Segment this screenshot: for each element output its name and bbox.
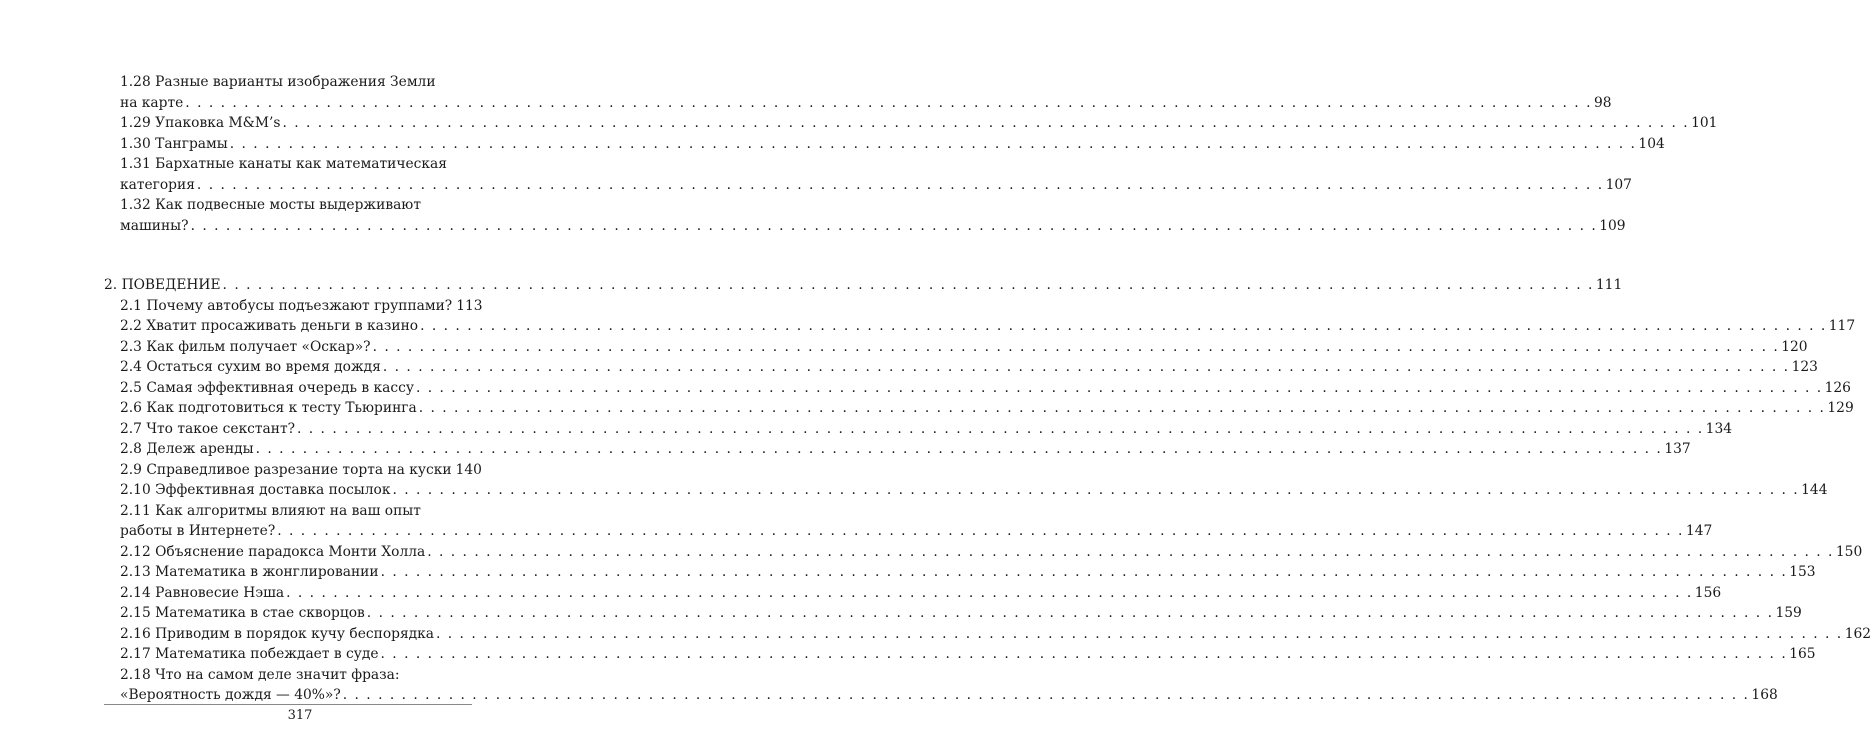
toc-entry-text: 2.10 Эффективная доставка посылок [120,482,391,498]
toc-page-number: 109 [1599,217,1626,234]
toc-page-number: 104 [1638,135,1665,152]
toc-page-number: 159 [1775,605,1802,621]
toc-page-number: 129 [1827,400,1854,416]
table-of-contents [104,72,1871,706]
toc-line [120,480,1828,501]
toc-entry[interactable] [104,316,1856,337]
toc-entry-text: 2.7 Что такое секстант? [120,420,295,437]
toc-entry-text: 2.18 Что на самом деле значит фраза: [120,666,400,683]
toc-entry-text: 2.11 Как алгоритмы влияют на ваш опыт [120,502,421,519]
toc-line [120,134,1665,155]
toc-entry-text: 1.31 Бархатные канаты как математическая [120,156,447,172]
toc-line [120,93,1612,114]
toc-entry[interactable] [104,542,1863,563]
toc-page-number: 123 [1791,359,1818,375]
toc-entry-text: 2.3 Как фильм получает «Оскар»? [120,338,371,355]
toc-entry-text: 2.8 Дележ аренды [120,441,254,457]
dot-leader: . . . . . . . . . . . . . . . . . . . . . . . . . . . . . . . . . . . . . . . . . . . . . . . . . . . . . . . . . . . . . . . . . . . . . . . . . . . . . . . . . . . . . . . . . . . . . . . . . . . . . . . . . . . . . . . . . . . . . . . . [229,135,1637,152]
toc-entry[interactable] [104,113,1718,134]
toc-entry-text: 1.30 Танграмы [120,135,228,152]
toc-line [120,195,472,216]
toc-entry[interactable] [104,460,482,481]
toc-line [120,644,1816,665]
toc-entry-text: на карте [120,94,184,111]
toc-entry[interactable] [104,439,1691,460]
dot-leader: . . . . . . . . . . . . . . . . . . . . . . . . . . . . . . . . . . . . . . . . . . . . . . . . . . . . . . . . . . . . . . . . . . . . . . . . . . . . . . . . . . . . . . . . . . . . . . . . . . . . . . . . . . . . . . . . . . . . . . . . [342,687,1750,703]
toc-entry[interactable] [104,562,1816,583]
toc-entry-text: 2.16 Приводим в порядок кучу беспорядка [120,625,435,642]
toc-line [120,460,482,481]
toc-page-number: 168 [1751,687,1778,703]
toc-entry[interactable] [104,398,1854,419]
toc-line [120,398,1854,419]
toc-page-number: 126 [1824,379,1851,396]
toc-chapter-text: 2. ПОВЕДЕНИЕ [104,277,221,293]
dot-leader: . . . . . . . . . . . . . . . . . . . . . . . . . . . . . . . . . . . . . . . . . . . . . . . . . . . . . . . . . . . . . . . . . . . . . . . . . . . . . . . . . . . . . . . . . . . . . . . . . . . . . . . . . . . . . . . . . . . . . . . . [418,400,1826,416]
toc-line [120,113,1718,134]
toc-entry[interactable] [104,195,1626,236]
toc-line [120,603,1802,624]
toc-line [120,216,1626,237]
dot-leader: . . . . . . . . . . . . . . . . . . . . . . . . . . . . . . . . . . . . . . . . . . . . . . . . . . . . . . . . . . . . . . . . . . . . . . . . . . . . . . . . . . . . . . . . . . . . . . . . . . . . . . . . . . . . . . . . . . . . . . . . [282,115,1690,131]
dot-leader: . . . . . . . . . . . . . . . . . . . . . . . . . . . . . . . . . . . . . . . . . . . . . . . . . . . . . . . . . . . . . . . . . . . . . . . . . . . . . . . . . . . . . . . . . . . . . . . . . . . . . . . . . . . . . . . . . . . . . . . . [380,646,1788,662]
toc-entry[interactable] [104,72,1612,113]
toc-line [120,562,1816,583]
toc-line [120,665,472,686]
toc-page-number: 134 [1705,420,1733,437]
toc-line [120,296,483,317]
dot-leader: . . . . . . . . . . . . . . . . . . . . . . . . . . . . . . . . . . . . . . . . . . . . . . . . . . . . . . . . . . . . . . . . . . . . . . . . . . . . . . . . . . . . . . . . . . . . . . . . . . . . . . . . . . . . . . . . . . . . . [222,277,1594,293]
toc-page-number: 137 [1664,441,1691,457]
toc-line [104,275,1623,296]
toc-group-chapter-2 [104,296,1871,706]
toc-entry-text: 2.2 Хватит просаживать деньги в казино [120,318,419,334]
toc-entry[interactable] [104,603,1802,624]
toc-line [120,337,1808,358]
toc-line [120,357,1818,378]
toc-page-number: 162 [1844,625,1871,642]
dot-leader: . . . . . . . . . . . . . . . . . . . . . . . . . . . . . . . . . . . . . . . . . . . . . . . . . . . . . . . . . . . . . . . . . . . . . . . . . . . . . . . . . . . . . . . . . . . . . . . . . . . . . . . . . . . . . . . . . . . . . . . . [255,441,1663,457]
toc-page-number: 101 [1691,115,1718,131]
dot-leader: . . . . . . . . . . . . . . . . . . . . . . . . . . . . . . . . . . . . . . . . . . . . . . . . . . . . . . . . . . . . . . . . . . . . . . . . . . . . . . . . . . . . . . . . . . . . . . . . . . . . . . . . . . . . . . . . . . . . . . . . [436,625,1843,642]
toc-entry[interactable] [104,480,1828,501]
toc-entry-text: 2.6 Как подготовиться к тесту Тьюринга [120,400,417,416]
toc-page-number: 113 [456,297,483,314]
toc-entry[interactable] [104,296,483,317]
dot-leader: . . . . . . . . . . . . . . . . . . . . . . . . . . . . . . . . . . . . . . . . . . . . . . . . . . . . . . . . . . . . . . . . . . . . . . . . . . . . . . . . . . . . . . . . . . . . . . . . . . . . . . . . . . . . . . . . . . . . . . . . [392,482,1800,498]
dot-leader: . . . . . . . . . . . . . . . . . . . . . . . . . . . . . . . . . . . . . . . . . . . . . . . . . . . . . . . . . . . . . . . . . . . . . . . . . . . . . . . . . . . . . . . . . . . . . . . . . . . . . . . . . . . . . . . . . . . . . . . . [427,543,1834,560]
dot-leader: . . . . . . . . . . . . . . . . . . . . . . . . . . . . . . . . . . . . . . . . . . . . . . . . . . . . . . . . . . . . . . . . . . . . . . . . . . . . . . . . . . . . . . . . . . . . . . . . . . . . . . . . . . . . . . . . . . . . . . . . [185,94,1592,111]
dot-leader: . . . . . . . . . . . . . . . . . . . . . . . . . . . . . . . . . . . . . . . . . . . . . . . . . . . . . . . . . . . . . . . . . . . . . . . . . . . . . . . . . . . . . . . . . . . . . . . . . . . . . . . . . . . . . . . . . . . . . . . . [277,523,1684,539]
toc-entry-text: 2.4 Остаться сухим во время дождя [120,359,381,375]
dot-leader: . . . . . . . . . . . . . . . . . . . . . . . . . . . . . . . . . . . . . . . . . . . . . . . . . . . . . . . . . . . . . . . . . . . . . . . . . . . . . . . . . . . . . . . . . . . . . . . . . . . . . . . . . . . . . . . . . . . . . . . . [420,318,1827,334]
toc-line [120,542,1863,563]
toc-entry[interactable] [104,134,1665,155]
toc-entry-text: 2.15 Математика в стае скворцов [120,605,365,621]
toc-line [120,419,1733,440]
toc-page-number: 144 [1801,482,1828,498]
toc-line [120,439,1691,460]
dot-leader: . . . . . . . . . . . . . . . . . . . . . . . . . . . . . . . . . . . . . . . . . . . . . . . . . . . . . . . . . . . . . . . . . . . . . . . . . . . . . . . . . . . . . . . . . . . . . . . . . . . . . . . . . . . . . . . . . . . . . . . . [196,176,1604,193]
page-number-footer: 317 [287,708,313,723]
toc-line [120,378,1851,399]
toc-line [120,583,1722,604]
dot-leader: . . . . . . . . . . . . . . . . . . . . . . . . . . . . . . . . . . . . . . . . . . . . . . . . . . . . . . . . . . . . . . . . . . . . . . . . . . . . . . . . . . . . . . . . . . . . . . . . . . . . . . . . . . . . . . . . . . . . . . . . [286,584,1693,601]
toc-entry-text: 2.13 Математика в жонглировании [120,564,379,580]
dot-leader: . . . . . . . . . . . . . . . . . . . . . . . . . . . . . . . . . . . . . . . . . . . . . . . . . . . . . . . . . . . . . . . . . . . . . . . . . . . . . . . . . . . . . . . . . . . . . . . . . . . . . . . . . . . . . . . . . . . . . . . . [190,217,1598,234]
toc-entry-text: машины? [120,217,189,234]
toc-page-number: 120 [1781,338,1808,355]
toc-entry-text: 2.17 Математика побеждает в суде [120,646,379,662]
toc-group-chapter-1 [104,72,1718,236]
toc-entry[interactable] [104,378,1851,399]
toc-line [120,624,1871,645]
toc-line [120,521,1713,542]
toc-entry-text: 2.1 Почему автобусы подъезжают группами? [120,297,453,314]
toc-spacer [104,236,472,275]
toc-line [120,154,472,175]
toc-page-number: 111 [1595,277,1623,293]
toc-page-number: 98 [1593,94,1612,111]
toc-page-number: 107 [1605,176,1632,193]
toc-entry[interactable] [104,501,1713,542]
toc-entry-text: 2.12 Объяснение парадокса Монти Холла [120,543,426,560]
toc-page-number: 156 [1694,584,1722,601]
toc-page-number: 165 [1789,646,1816,662]
toc-page-number: 140 [455,461,482,478]
toc-entry-text: 1.28 Разные варианты изображения Земли [120,74,436,90]
toc-entry[interactable] [104,337,1808,358]
toc-line [120,501,472,522]
toc-entry[interactable] [104,357,1818,378]
toc-entry-text: 2.5 Самая эффективная очередь в кассу [120,379,414,396]
toc-entry-text: «Вероятность дождя — 40%»? [120,687,341,703]
toc-entry-text: 2.9 Справедливое разрезание торта на куски [120,461,452,478]
toc-entry[interactable] [104,665,1778,706]
toc-entry-text: категория [120,176,195,193]
toc-entry-text: работы в Интернете? [120,523,276,539]
toc-chapter-heading[interactable] [104,275,1623,296]
toc-line [120,316,1856,337]
toc-entry[interactable] [104,154,1632,195]
toc-entry-text: 1.32 Как подвесные мосты выдерживают [120,197,421,213]
dot-leader: . . . . . . . . . . . . . . . . . . . . . . . . . . . . . . . . . . . . . . . . . . . . . . . . . . . . . . . . . . . . . . . . . . . . . . . . . . . . . . . . . . . . . . . . . . . . . . . . . . . . . . . . . . . . . . . . . . . . . . . . [415,379,1823,396]
toc-entry[interactable] [104,583,1722,604]
dot-leader: . . . . . . . . . . . . . . . . . . . . . . . . . . . . . . . . . . . . . . . . . . . . . . . . . . . . . . . . . . . . . . . . . . . . . . . . . . . . . . . . . . . . . . . . . . . . . . . . . . . . . . . . . . . . . . . . . . . . . . . . [380,564,1788,580]
dot-leader: . . . . . . . . . . . . . . . . . . . . . . . . . . . . . . . . . . . . . . . . . . . . . . . . . . . . . . . . . . . . . . . . . . . . . . . . . . . . . . . . . . . . . . . . . . . . . . . . . . . . . . . . . . . . . . . . . . . . . . . . [297,420,1704,437]
toc-entry[interactable] [104,624,1871,645]
dot-leader: . . . . . . . . . . . . . . . . . . . . . . . . . . . . . . . . . . . . . . . . . . . . . . . . . . . . . . . . . . . . . . . . . . . . . . . . . . . . . . . . . . . . . . . . . . . . . . . . . . . . . . . . . . . . . . . . . . . . . . . . [382,359,1790,375]
toc-entry-text: 2.14 Равновесие Нэша [120,584,285,601]
toc-line [120,72,472,93]
toc-page-number: 147 [1685,523,1713,539]
toc-line [120,685,1778,706]
toc-entry[interactable] [104,644,1816,665]
toc-entry[interactable] [104,419,1733,440]
footer-rule [104,704,472,705]
toc-page-number: 150 [1835,543,1863,560]
toc-page-number: 153 [1789,564,1816,580]
dot-leader: . . . . . . . . . . . . . . . . . . . . . . . . . . . . . . . . . . . . . . . . . . . . . . . . . . . . . . . . . . . . . . . . . . . . . . . . . . . . . . . . . . . . . . . . . . . . . . . . . . . . . . . . . . . . . . . . . . . . . . . . [372,338,1780,355]
toc-entry-text: 1.29 Упаковка M&M’s [120,115,281,131]
dot-leader: . . . . . . . . . . . . . . . . . . . . . . . . . . . . . . . . . . . . . . . . . . . . . . . . . . . . . . . . . . . . . . . . . . . . . . . . . . . . . . . . . . . . . . . . . . . . . . . . . . . . . . . . . . . . . . . . . . . . . . . . [366,605,1774,621]
toc-line [120,175,1632,196]
toc-page-number: 117 [1828,318,1856,334]
